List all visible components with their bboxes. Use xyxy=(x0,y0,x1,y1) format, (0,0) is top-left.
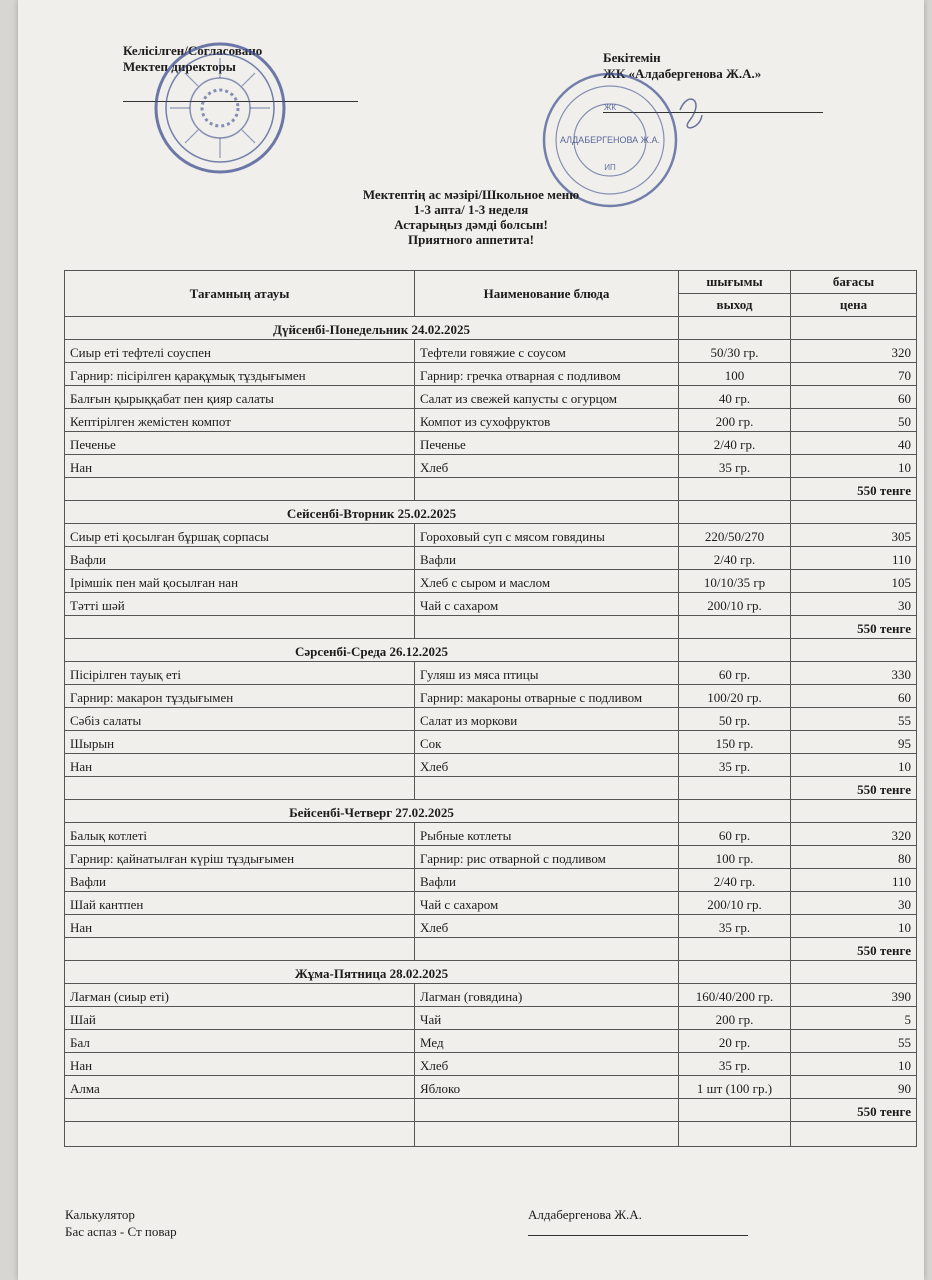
day-header-row xyxy=(65,800,917,823)
dish-name-ru: Вафли xyxy=(415,547,679,570)
table-row xyxy=(65,1053,917,1076)
empty-cell xyxy=(65,1122,415,1147)
table-row xyxy=(65,1030,917,1053)
table-row xyxy=(65,386,917,409)
menu-document xyxy=(18,0,924,1280)
day-title: Сәрсенбі-Среда 26.12.2025 xyxy=(65,639,679,662)
table-row xyxy=(65,708,917,731)
seal-center-text: АЛДАБЕРГЕНОВА Ж.А. xyxy=(559,135,661,145)
dish-name-kz: Вафли xyxy=(65,869,415,892)
day-total-row xyxy=(65,777,917,800)
empty-cell xyxy=(679,639,791,662)
dish-name-kz: Гарнир: пісірілген қарақұмық тұздығымен xyxy=(65,363,415,386)
dish-name-kz: Нан xyxy=(65,1053,415,1076)
empty-cell xyxy=(415,616,679,639)
dish-name-ru: Рыбные котлеты xyxy=(415,823,679,846)
dish-name-ru: Мед xyxy=(415,1030,679,1053)
dish-output: 2/40 гр. xyxy=(679,869,791,892)
dish-name-kz: Нан xyxy=(65,754,415,777)
dish-output: 2/40 гр. xyxy=(679,432,791,455)
dish-price: 90 xyxy=(791,1076,917,1099)
dish-price: 55 xyxy=(791,1030,917,1053)
dish-output: 2/40 гр. xyxy=(679,547,791,570)
dish-output: 200/10 гр. xyxy=(679,892,791,915)
day-title: Жұма-Пятница 28.02.2025 xyxy=(65,961,679,984)
dish-name-ru: Чай xyxy=(415,1007,679,1030)
dish-name-kz: Вафли xyxy=(65,547,415,570)
dish-name-ru: Чай с сахаром xyxy=(415,593,679,616)
table-row xyxy=(65,685,917,708)
dish-name-ru: Сок xyxy=(415,731,679,754)
dish-price: 110 xyxy=(791,547,917,570)
dish-output: 35 гр. xyxy=(679,455,791,478)
dish-price: 330 xyxy=(791,662,917,685)
dish-name-kz: Сиыр еті қосылған бұршақ сорпасы xyxy=(65,524,415,547)
dish-name-ru: Вафли xyxy=(415,869,679,892)
dish-output: 60 гр. xyxy=(679,823,791,846)
empty-cell xyxy=(679,317,791,340)
seal-top-text: ЖК xyxy=(603,103,617,112)
empty-cell xyxy=(65,938,415,961)
empty-cell xyxy=(679,800,791,823)
header-output-ru: выход xyxy=(679,294,791,317)
dish-price: 55 xyxy=(791,708,917,731)
empty-cell xyxy=(415,777,679,800)
chef-label: Бас аспаз - Ст повар xyxy=(65,1224,177,1239)
seal-bottom-text: ИП xyxy=(604,163,616,172)
day-total: 550 тенге xyxy=(791,478,917,501)
day-total: 550 тенге xyxy=(791,1099,917,1122)
dish-output: 100/20 гр. xyxy=(679,685,791,708)
title-line-4: Приятного аппетита! xyxy=(408,232,534,247)
table-row xyxy=(65,662,917,685)
dish-output: 100 xyxy=(679,363,791,386)
dish-name-kz: Шай xyxy=(65,1007,415,1030)
dish-price: 60 xyxy=(791,685,917,708)
company-label: ЖК «Алдабергенова Ж.А.» xyxy=(603,66,762,81)
dish-name-kz: Шырын xyxy=(65,731,415,754)
title-line-3: Астарыңыз дәмді болсын! xyxy=(394,217,548,232)
dish-price: 50 xyxy=(791,409,917,432)
dish-price: 80 xyxy=(791,846,917,869)
day-header-row xyxy=(65,639,917,662)
dish-name-ru: Гарнир: рис отварной с подливом xyxy=(415,846,679,869)
day-title: Сейсенбі-Вторник 25.02.2025 xyxy=(65,501,679,524)
dish-name-kz: Печенье xyxy=(65,432,415,455)
dish-name-ru: Тефтели говяжие с соусом xyxy=(415,340,679,363)
table-row xyxy=(65,524,917,547)
dish-output: 10/10/35 гр xyxy=(679,570,791,593)
blank-row xyxy=(65,1122,917,1147)
table-row xyxy=(65,731,917,754)
day-total-row xyxy=(65,938,917,961)
table-row xyxy=(65,869,917,892)
empty-cell xyxy=(679,938,791,961)
title-line-2: 1-3 апта/ 1-3 неделя xyxy=(413,202,529,217)
empty-cell xyxy=(415,1122,679,1147)
empty-cell xyxy=(791,961,917,984)
dish-price: 40 xyxy=(791,432,917,455)
dish-name-ru: Хлеб с сыром и маслом xyxy=(415,570,679,593)
dish-price: 110 xyxy=(791,869,917,892)
title-line-1: Мектептің ас мәзірі/Школьное меню xyxy=(362,187,580,202)
dish-name-kz: Балғын қырыққабат пен қияр салаты xyxy=(65,386,415,409)
dish-output: 50 гр. xyxy=(679,708,791,731)
empty-cell xyxy=(679,478,791,501)
calculator-label: Калькулятор xyxy=(65,1207,135,1222)
footer-right xyxy=(528,1206,748,1236)
dish-output: 60 гр. xyxy=(679,662,791,685)
dish-name-ru: Яблоко xyxy=(415,1076,679,1099)
table-row xyxy=(65,846,917,869)
table-row xyxy=(65,593,917,616)
day-total-row xyxy=(65,616,917,639)
footer-left xyxy=(65,1206,177,1240)
empty-cell xyxy=(679,1122,791,1147)
dish-name-kz: Шай кантпен xyxy=(65,892,415,915)
dish-price: 10 xyxy=(791,915,917,938)
dish-output: 50/30 гр. xyxy=(679,340,791,363)
school-seal-icon xyxy=(130,38,310,178)
dish-price: 10 xyxy=(791,455,917,478)
table-row xyxy=(65,892,917,915)
dish-price: 10 xyxy=(791,754,917,777)
menu-table xyxy=(64,270,917,1147)
empty-cell xyxy=(679,616,791,639)
table-row xyxy=(65,547,917,570)
empty-cell xyxy=(791,639,917,662)
table-row xyxy=(65,409,917,432)
table-row xyxy=(65,570,917,593)
header-output-kz: шығымы xyxy=(679,271,791,294)
menu-title xyxy=(18,187,924,247)
day-header-row xyxy=(65,317,917,340)
empty-cell xyxy=(679,961,791,984)
empty-cell xyxy=(791,1122,917,1147)
dish-name-ru: Гарнир: макароны отварные с подливом xyxy=(415,685,679,708)
approve-label: Бекітемін xyxy=(603,50,661,65)
dish-name-ru: Гуляш из мяса птицы xyxy=(415,662,679,685)
header-price-ru: цена xyxy=(791,294,917,317)
dish-name-kz: Тәтті шәй xyxy=(65,593,415,616)
dish-name-kz: Сиыр еті тефтелі соуспен xyxy=(65,340,415,363)
dish-output: 160/40/200 гр. xyxy=(679,984,791,1007)
dish-price: 390 xyxy=(791,984,917,1007)
dish-price: 105 xyxy=(791,570,917,593)
dish-output: 35 гр. xyxy=(679,915,791,938)
dish-name-kz: Сәбіз салаты xyxy=(65,708,415,731)
dish-price: 320 xyxy=(791,340,917,363)
day-total: 550 тенге xyxy=(791,616,917,639)
table-row xyxy=(65,455,917,478)
table-row xyxy=(65,363,917,386)
empty-cell xyxy=(65,616,415,639)
dish-name-kz: Лағман (сиыр еті) xyxy=(65,984,415,1007)
dish-name-kz: Нан xyxy=(65,915,415,938)
signer-name: Алдабергенова Ж.А. xyxy=(528,1207,642,1222)
header-dish-ru: Наименование блюда xyxy=(415,271,679,317)
dish-name-kz: Пісірілген тауық еті xyxy=(65,662,415,685)
empty-cell xyxy=(65,478,415,501)
dish-price: 95 xyxy=(791,731,917,754)
dish-price: 5 xyxy=(791,1007,917,1030)
dish-name-kz: Гарнир: қайнатылған күріш тұздығымен xyxy=(65,846,415,869)
dish-output: 150 гр. xyxy=(679,731,791,754)
day-total-row xyxy=(65,478,917,501)
dish-name-kz: Нан xyxy=(65,455,415,478)
table-row xyxy=(65,1007,917,1030)
day-total: 550 тенге xyxy=(791,777,917,800)
table-row xyxy=(65,984,917,1007)
dish-name-ru: Салат из свежей капусты с огурцом xyxy=(415,386,679,409)
menu-table-body xyxy=(65,317,917,1147)
footer-signature-line xyxy=(528,1235,748,1236)
dish-name-ru: Компот из сухофруктов xyxy=(415,409,679,432)
table-header-row xyxy=(65,271,917,294)
dish-name-ru: Чай с сахаром xyxy=(415,892,679,915)
header-price-kz: бағасы xyxy=(791,271,917,294)
dish-name-kz: Кептірілген жемістен компот xyxy=(65,409,415,432)
day-header-row xyxy=(65,961,917,984)
dish-price: 10 xyxy=(791,1053,917,1076)
dish-price: 30 xyxy=(791,593,917,616)
empty-cell xyxy=(415,478,679,501)
dish-output: 200/10 гр. xyxy=(679,593,791,616)
dish-price: 60 xyxy=(791,386,917,409)
dish-name-kz: Бал xyxy=(65,1030,415,1053)
table-row xyxy=(65,823,917,846)
dish-name-ru: Хлеб xyxy=(415,754,679,777)
dish-output: 20 гр. xyxy=(679,1030,791,1053)
dish-name-ru: Гарнир: гречка отварная с подливом xyxy=(415,363,679,386)
table-row xyxy=(65,754,917,777)
day-header-row xyxy=(65,501,917,524)
dish-name-ru: Гороховый суп с мясом говядины xyxy=(415,524,679,547)
day-title: Дүйсенбі-Понедельник 24.02.2025 xyxy=(65,317,679,340)
empty-cell xyxy=(791,800,917,823)
table-row xyxy=(65,340,917,363)
dish-output: 200 гр. xyxy=(679,409,791,432)
dish-output: 220/50/270 xyxy=(679,524,791,547)
empty-cell xyxy=(679,777,791,800)
dish-name-ru: Хлеб xyxy=(415,915,679,938)
table-row xyxy=(65,1076,917,1099)
dish-output: 35 гр. xyxy=(679,754,791,777)
dish-name-ru: Печенье xyxy=(415,432,679,455)
dish-price: 70 xyxy=(791,363,917,386)
dish-price: 305 xyxy=(791,524,917,547)
day-title: Бейсенбі-Четверг 27.02.2025 xyxy=(65,800,679,823)
table-row xyxy=(65,432,917,455)
empty-cell xyxy=(65,777,415,800)
director-label: Мектеп директоры xyxy=(123,59,236,74)
empty-cell xyxy=(791,501,917,524)
empty-cell xyxy=(679,501,791,524)
day-total: 550 тенге xyxy=(791,938,917,961)
empty-cell xyxy=(791,317,917,340)
empty-cell xyxy=(415,938,679,961)
dish-name-kz: Балық котлеті xyxy=(65,823,415,846)
dish-output: 200 гр. xyxy=(679,1007,791,1030)
dish-name-ru: Салат из моркови xyxy=(415,708,679,731)
header-dish-kz: Тағамның атауы xyxy=(65,271,415,317)
dish-output: 35 гр. xyxy=(679,1053,791,1076)
dish-output: 100 гр. xyxy=(679,846,791,869)
agreed-label: Келісілген/Согласовано xyxy=(123,43,263,58)
empty-cell xyxy=(679,1099,791,1122)
dish-output: 40 гр. xyxy=(679,386,791,409)
signature-scribble xyxy=(680,99,702,128)
dish-name-ru: Хлеб xyxy=(415,1053,679,1076)
empty-cell xyxy=(415,1099,679,1122)
day-total-row xyxy=(65,1099,917,1122)
empty-cell xyxy=(65,1099,415,1122)
dish-name-kz: Алма xyxy=(65,1076,415,1099)
dish-price: 320 xyxy=(791,823,917,846)
dish-name-kz: Гарнир: макарон тұздығымен xyxy=(65,685,415,708)
dish-price: 30 xyxy=(791,892,917,915)
dish-name-ru: Хлеб xyxy=(415,455,679,478)
dish-name-ru: Лагман (говядина) xyxy=(415,984,679,1007)
table-row xyxy=(65,915,917,938)
dish-output: 1 шт (100 гр.) xyxy=(679,1076,791,1099)
dish-name-kz: Ірімшік пен май қосылған нан xyxy=(65,570,415,593)
